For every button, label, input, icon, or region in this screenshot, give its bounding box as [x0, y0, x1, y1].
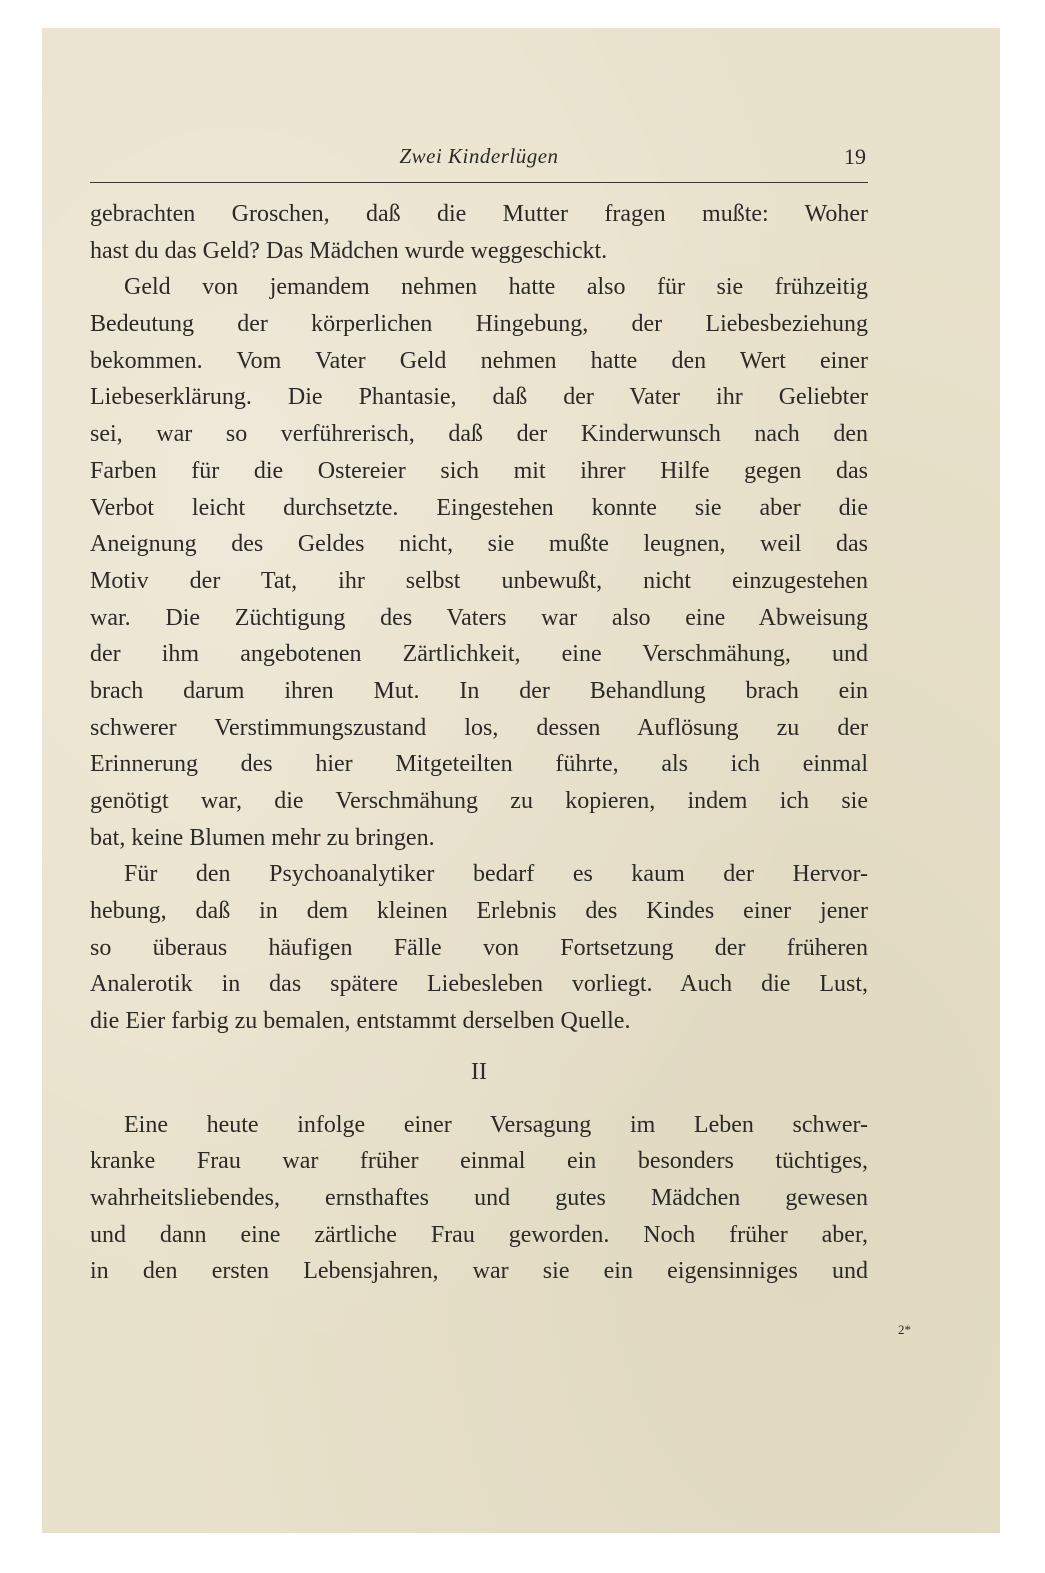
text-line: Eine heute infolge einer Versagung im Leben schwer-: [124, 1111, 868, 1138]
text-line: bekommen. Vom Vater Geld nehmen hatte den Wert einer: [90, 347, 868, 374]
signature-mark: 2*: [898, 1322, 911, 1337]
text-line: Bedeutung der körperlichen Hingebung, der Liebesbeziehung: [90, 311, 868, 338]
text-line: Motiv der Tat, ihr selbst unbewußt, nicht einzugestehen: [90, 567, 868, 594]
text-line: Aneignung des Geldes nicht, sie mußte leugnen, weil das: [90, 531, 868, 558]
text-line: hebung, daß in dem kleinen Erlebnis des Kindes einer jener: [90, 898, 868, 925]
text-line: gebrachten Groschen, daß die Mutter fragen mußte: Woher: [90, 201, 868, 227]
text-line: Analerotik in das spätere Liebesleben vorliegt. Auch die Lust,: [90, 971, 868, 998]
paragraph: [90, 196, 868, 269]
page-number: 19: [844, 144, 866, 169]
text-line: Geld von jemandem nehmen hatte also für sie frühzeitig: [124, 274, 868, 301]
text-line: Erinnerung des hier Mitgeteilten führte, als ich einmal: [90, 751, 868, 778]
text-line: schwerer Verstimmungszustand los, dessen Auflösung zu der: [90, 714, 868, 741]
section-heading: II: [471, 1058, 487, 1085]
text-line: und dann eine zärtliche Frau geworden. Noch früher aber,: [90, 1221, 868, 1248]
text-line: so überaus häufigen Fälle von Fortsetzung der früheren: [90, 934, 868, 961]
running-head: [90, 142, 868, 183]
text-line: brach darum ihren Mut. In der Behandlung brach ein: [90, 677, 868, 704]
text-line: Liebeserklärung. Die Phantasie, daß der Vater ihr Geliebter: [90, 384, 868, 411]
body-text: [90, 196, 868, 1290]
text-line: genötigt war, die Verschmähung zu kopieren, indem ich sie: [90, 788, 868, 814]
text-line: die Eier farbig zu bemalen, entstammt derselben Quelle.: [90, 1008, 631, 1035]
text-line: hast du das Geld? Das Mädchen wurde weggeschickt.: [90, 237, 608, 264]
text-line: war. Die Züchtigung des Vaters war also eine Abweisung: [90, 604, 868, 631]
text-line: sei, war so verführerisch, daß der Kinderwunsch nach den: [90, 421, 868, 448]
text-line: wahrheitsliebendes, ernsthaftes und gutes Mädchen gewesen: [90, 1184, 868, 1211]
text-line: in den ersten Lebensjahren, war sie ein eigensinniges und: [90, 1258, 868, 1285]
paragraph: [90, 269, 868, 856]
text-line: bat, keine Blumen mehr zu bringen.: [90, 824, 435, 851]
running-title: Zwei Kinderlügen: [399, 144, 559, 168]
paragraph: [90, 1107, 868, 1290]
paragraph: [90, 856, 868, 1039]
text-line: Farben für die Ostereier sich mit ihrer Hilfe gegen das: [90, 457, 868, 484]
text-line: kranke Frau war früher einmal ein besonders tüchtiges,: [90, 1148, 868, 1175]
text-line: der ihm angebotenen Zärtlichkeit, eine Verschmähung, und: [90, 641, 868, 668]
text-line: Verbot leicht durchsetzte. Eingestehen konnte sie aber die: [90, 494, 868, 521]
text-line: Für den Psychoanalytiker bedarf es kaum der Hervor-: [124, 861, 868, 888]
